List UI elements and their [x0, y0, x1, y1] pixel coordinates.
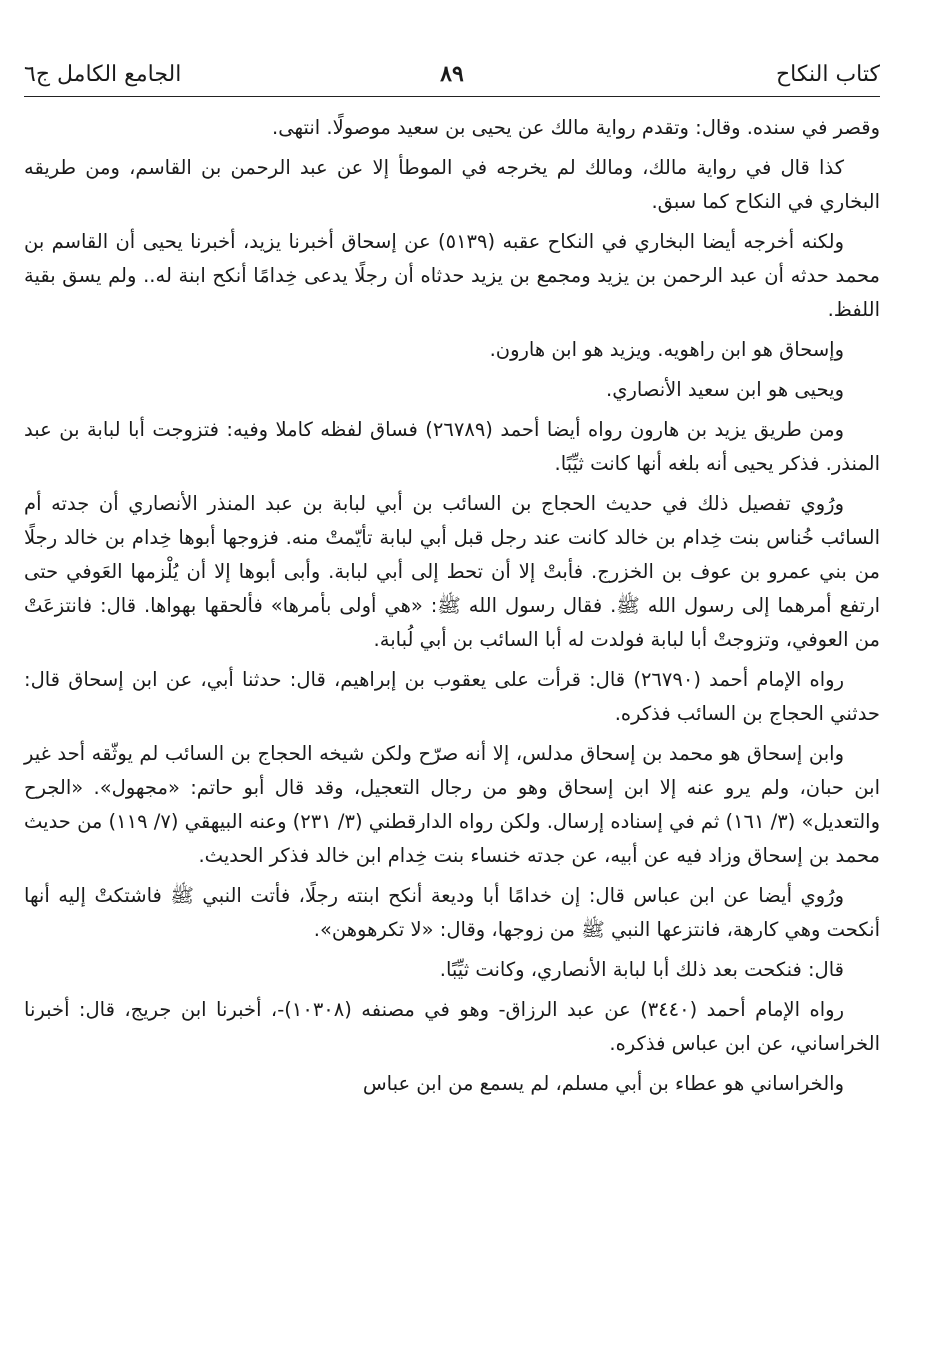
paragraph: ورُوي تفصيل ذلك في حديث الحجاج بن السائب بن أبي لبابة بن عبد المنذر الأنصاري أن جدته أم السائب خُناس بنت خِدام بن خالد كانت عند رجل قبل أبي لبابة تأيّمتْ منه. فزوجها أبوها خِدام بن خالد رجلًا من بني عمرو بن عوف بن الخزرج. فأبتْ إلا أن تحط إلى أبي لبابة. وأبى أبوها إلا أن يُلْزمها العَوفي حتى ارتفع أمرهما إلى رسول الله ﷺ. فقال رسول الله ﷺ: «هي أولى بأمرها» فألحقها بهواها. قال: فانتزعَتْ من العوفي، وتزوجتْ أبا لبابة فولدت له أبا السائب بن أبي لُبابة. [24, 492, 880, 651]
paragraph: وقصر في سنده. وقال: وتقدم رواية مالك عن يحيى بن سعيد موصولًا. انتهى. [272, 116, 880, 139]
page-body [24, 111, 880, 1101]
paragraph: كذا قال في رواية مالك، ومالك لم يخرجه في الموطأ إلا عن عبد الرحمن بن القاسم، ومن طريقه البخاري في النكاح كما سبق. [24, 156, 880, 213]
paragraph: والخراساني هو عطاء بن أبي مسلم، لم يسمع من ابن عباس [362, 1072, 844, 1095]
paragraph: رواه الإمام أحمد (٣٤٤٠) عن عبد الرزاق- وهو في مصنفه (١٠٣٠٨)-، أخبرنا ابن جريج، قال: أخبرنا الخراساني، عن ابن عباس فذكره. [24, 998, 880, 1055]
paragraph: وإسحاق هو ابن راهويه. ويزيد هو ابن هارون. [489, 338, 844, 361]
page-number: ٨٩ [440, 61, 464, 87]
book-page [24, 52, 880, 1352]
paragraph: ورُوي أيضا عن ابن عباس قال: إن خدامًا أبا وديعة أنكح ابنته رجلًا، فأتت النبي ﷺ فاشتكتْ إليه أنها أنكحت وهي كارهة، فانتزعها النبي ﷺ من زوجها، وقال: «لا تكرهوهن». [24, 884, 880, 941]
book-title: الجامع الكامل ج٦ [24, 61, 182, 87]
paragraph: قال: فنكحت بعد ذلك أبا لبابة الأنصاري، وكانت ثيِّبًا. [439, 958, 844, 981]
paragraph: ولكنه أخرجه أيضا البخاري في النكاح عقبه (٥١٣٩) عن إسحاق أخبرنا يزيد، أخبرنا يحيى أن القاسم بن محمد حدثه أن عبد الرحمن بن يزيد ومجمع بن يزيد حدثاه أن رجلًا يدعى خِدامًا أنكح ابنة له.. ولم يسق بقية اللفظ. [24, 230, 880, 321]
chapter-title: كتاب النكاح [775, 61, 880, 87]
paragraph: وابن إسحاق هو محمد بن إسحاق مدلس، إلا أنه صرّح ولكن شيخه الحجاج بن السائب لم يوثّقه أحد غير ابن حبان، ولم يرو عنه إلا ابن إسحاق وهو من رجال التعجيل، وقد قال أبو حاتم: «مجهول». «الجرح والتعديل» (٣/ ١٦١) ثم في إسناده إرسال. ولكن رواه الدارقطني (٣/ ٢٣١) وعنه البيهقي (٧/ ١١٩) من حديث محمد بن إسحاق وزاد فيه عن أبيه، عن جدته خنساء بنت خِدام ابن خالد فذكر الحديث. [24, 742, 880, 867]
paragraph: ومن طريق يزيد بن هارون رواه أيضا أحمد (٢٦٧٨٩) فساق لفظه كاملا وفيه: فتزوجت أبا لبابة بن عبد المنذر. فذكر يحيى أنه بلغه أنها كانت ثيِّبًا. [24, 418, 880, 475]
running-header [24, 52, 880, 97]
paragraph: رواه الإمام أحمد (٢٦٧٩٠) قال: قرأت على يعقوب بن إبراهيم، قال: حدثنا أبي، عن ابن إسحاق قال: حدثني الحجاج بن السائب فذكره. [24, 668, 880, 725]
paragraph: ويحيى هو ابن سعيد الأنصاري. [606, 378, 844, 401]
